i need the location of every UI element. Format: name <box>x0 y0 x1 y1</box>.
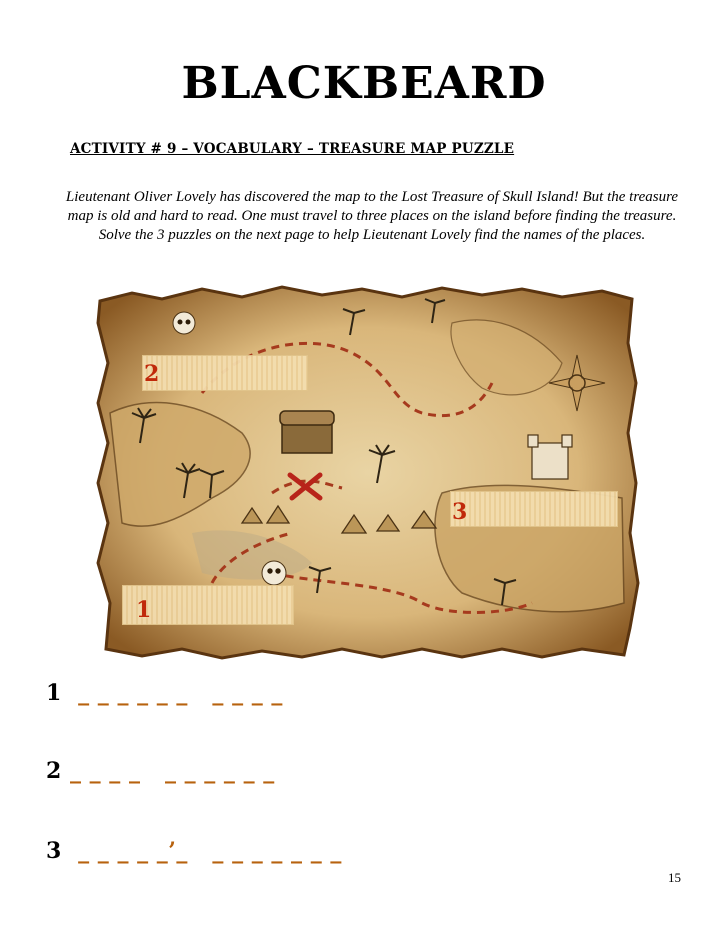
answer-line-3 <box>46 838 342 864</box>
answer-line-2 <box>46 758 275 784</box>
answer-number: 2 <box>46 758 62 784</box>
answer-line-1 <box>46 680 283 706</box>
answer-blanks: _ _ _ _ _ _ _ _ _ _ <box>78 680 283 706</box>
skull-top <box>173 312 195 334</box>
activity-heading: ACTIVITY # 9 – VOCABULARY – TREASURE MAP PUZZLE <box>70 141 515 157</box>
page-number: 15 <box>668 870 681 885</box>
intro-paragraph: Lieutenant Oliver Lovely has discovered the map to the Lost Treasure of Skull Island! But the treasure map is old and hard to read. One must travel to three places on the island before finding the treasure. Solve the 3 puzzles on the next page to help Lieutenant Lovely find the names of the places. <box>65 189 679 243</box>
treasure-chest <box>280 411 334 453</box>
skull-bottom <box>262 561 286 585</box>
map-label-box-2 <box>142 355 308 391</box>
map-marker-1: 1 <box>136 597 152 623</box>
answer-blanks: _ _ _ _ _’_ _ _ _ _ _ _ _ <box>78 838 342 864</box>
map-marker-3: 3 <box>452 499 468 525</box>
answer-number: 1 <box>46 680 62 706</box>
treasure-map <box>92 283 642 663</box>
answer-number: 3 <box>46 838 62 864</box>
map-marker-2: 2 <box>144 361 160 387</box>
answer-blanks: _ _ _ _ _ _ _ _ _ _ <box>69 758 275 784</box>
map-label-box-3 <box>450 491 618 527</box>
page-title: BLACKBEARD <box>181 58 547 109</box>
